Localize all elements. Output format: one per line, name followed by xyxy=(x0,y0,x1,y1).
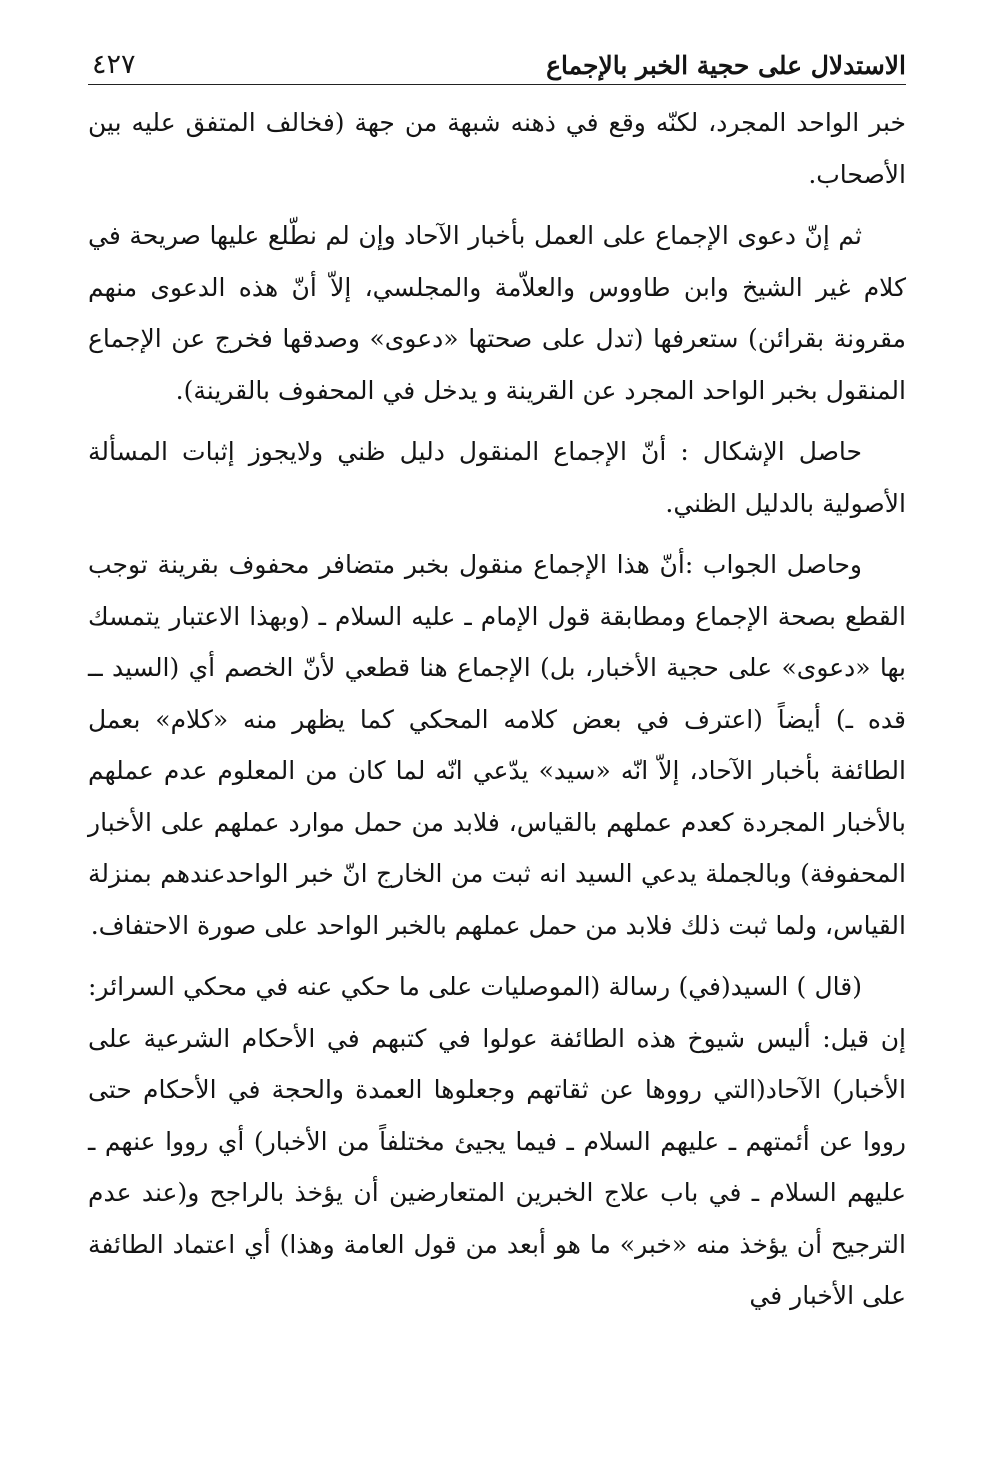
page-header xyxy=(88,28,906,85)
paragraph-sayyid-quote: (قال ) السيد(في) رسالة (الموصليات على ما حكي عنه في محكي السرائر: إن قيل: أليس شيوخ هذه الطائفة عولوا في كتبهم في الأحكام الشرعية على الأخبار) الآحاد(التي رووها عن ثقاتهم وجعلوها العمدة والحجة في الأحكام حتى رووا عن أئمتهم ـ عليهم السلام ـ فيما يجيئ مختلفاً من الأخبار) أي رووا عنهم ـ عليهم السلام ـ في باب علاج الخبرين المتعارضين أن يؤخذ بالراجح و(عند عدم الترجيح أن يؤخذ منه «خبر» ما هو أبعد من قول العامة وهذا) أي اعتماد الطائفة على الأخبار في xyxy=(88,972,906,1310)
page-number: ٤٢٧ xyxy=(92,49,136,80)
paragraph-answer-summary: وحاصل الجواب :أنّ هذا الإجماع منقول بخبر متضافر محفوف بقرينة توجب القطع بصحة الإجماع ومطابقة قول الإمام ـ عليه السلام ـ (وبهذا الاعتبار يتمسك بها «دعوى» على حجية الأخبار، بل) الإجماع هنا قطعي لأنّ الخصم أي (السيد ــ قده ـ) أيضاً (اعترف في بعض كلامه المحكي كما يظهر منه «كلام» بعمل الطائفة بأخبار الآحاد، إلاّ انّه «سيد» يدّعي انّه لما كان من المعلوم عدم عملهم بالأخبار المجردة كعدم عملهم بالقياس، فلابد من حمل موارد عملهم على الأخبار المحفوفة) وبالجملة يدعي السيد انه ثبت من الخارج انّ خبر الواحدعندهم بمنزلة القياس، ولما ثبت ذلك فلابد من حمل عملهم بالخبر الواحد على صورة الاحتفاف. xyxy=(88,550,906,940)
running-title: الاستدلال على حجية الخبر بالإجماع xyxy=(546,51,906,80)
paragraph-objection-summary: حاصل الإشكال : أنّ الإجماع المنقول دليل ظني ولايجوز إثبات المسألة الأصولية بالدليل الظني. xyxy=(88,437,906,518)
page xyxy=(88,28,906,1322)
paragraph-continuation: خبر الواحد المجرد، لكنّه وقع في ذهنه شبهة من جهة (فخالف المتفق عليه بين الأصحاب. xyxy=(88,108,906,189)
page-body xyxy=(88,85,906,1322)
paragraph-ijma-claim: ثم إنّ دعوى الإجماع على العمل بأخبار الآحاد وإن لم نطّلع عليها صريحة في كلام غير الشيخ وابن طاووس والعلاّمة والمجلسي، إلاّ أنّ هذه الدعوى منهم مقرونة بقرائن) ستعرفها (تدل على صحتها «دعوى» وصدقها فخرج عن الإجماع المنقول بخبر الواحد المجرد عن القرينة و يدخل في المحفوف بالقرينة). xyxy=(88,221,906,405)
